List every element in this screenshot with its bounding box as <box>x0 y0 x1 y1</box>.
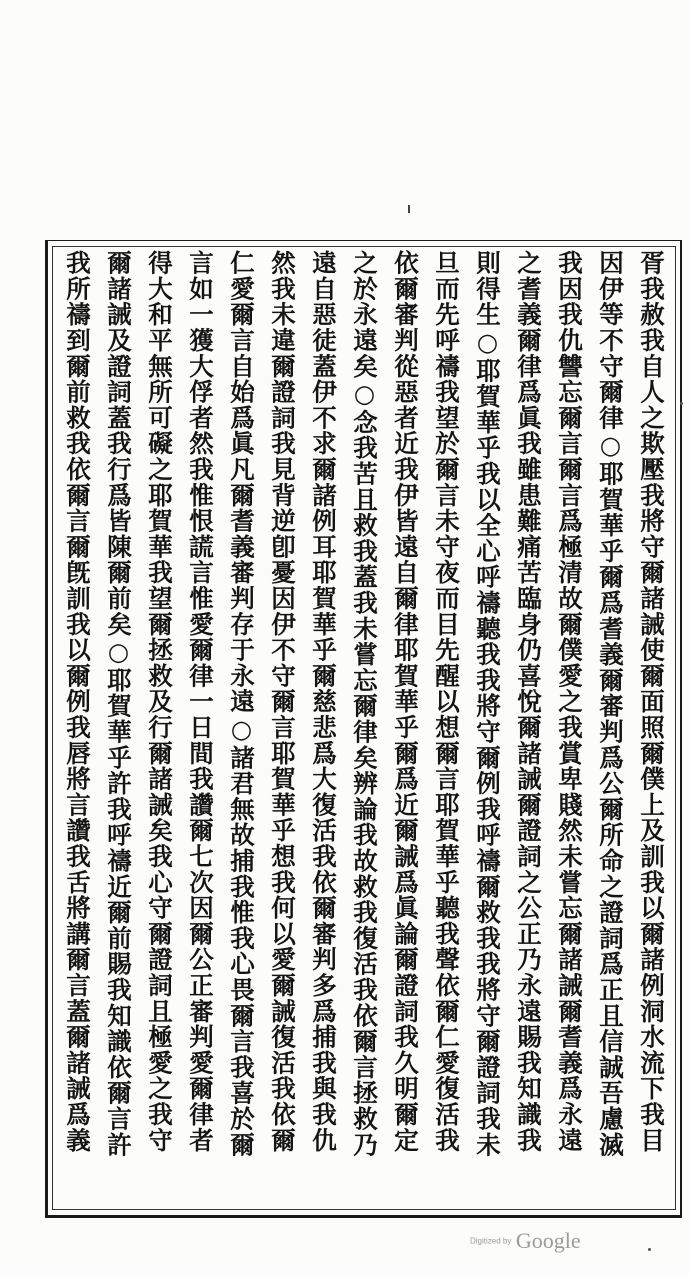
text-column: 然我未違爾證詞我見背逆卽憂因伊不守爾言耶賀華乎想我何以愛爾誡復活我依爾 <box>268 250 297 1153</box>
text-column: 得大和平無所可礙之耶賀華我望爾拯救及行爾諸誡矣我心守爾證詞且極愛之我守 <box>145 250 174 1153</box>
text-column: 胥我赦我自人之欺壓我將守爾諸誡使爾面照爾僕上及訓我以爾諸例洞水流下我目 <box>637 250 666 1153</box>
text-column: 旦而先呼禱我望於爾言未守夜而目先醒以想爾言耶賀華乎聽我聲依爾仁愛復活我 <box>432 250 461 1153</box>
text-column: 之耆義爾律爲眞我雖患難痛苦臨身仍喜悅爾諸誡爾證詞之公正乃永遠賜我知識我 <box>514 250 543 1153</box>
text-column: 則得生○耶賀華乎我以全心呼禱聽我我將守爾例我呼禱爾救我我將守爾證詞我未 <box>473 250 502 1158</box>
text-column: 爾諸誡及證詞蓋我行爲皆陳爾前矣○耶賀華乎許我呼禱近爾前賜我知識依爾言許 <box>104 250 133 1158</box>
google-watermark <box>470 1228 581 1254</box>
text-column: 遠自惡徒蓋伊不求爾諸例耳耶賀華乎爾慈悲爲大復活我依爾審判多爲捕我與我仇 <box>309 250 338 1153</box>
google-logo: Google <box>515 1228 581 1253</box>
text-column: 言如一獲大俘者然我惟恨謊言惟愛爾律一日間我讚爾七次因爾公正審判愛爾律者 <box>186 250 215 1153</box>
margin-mark <box>408 205 410 213</box>
text-column: 我因我仇讐忘爾言爾言爲極清故爾僕愛之我賞卑賤然未嘗忘爾諸誡爾耆義爲永遠 <box>555 250 584 1153</box>
page-speck <box>648 1248 651 1251</box>
text-column: 仁愛爾言自始爲眞凡爾耆義審判存于永遠○諸君無故捕我惟我心畏爾言我喜於爾 <box>227 250 256 1158</box>
text-column: 我所禱到爾前救我依爾言爾旣訓我以爾例我唇將言讚我舌將講爾言蓋爾諸誡爲義 <box>63 250 92 1153</box>
page-speck <box>680 402 683 405</box>
text-column: 依爾審判從惡者近我伊皆遠自爾律耶賀華乎爾爲近爾誡爲眞論爾證詞我久明爾定 <box>391 250 420 1153</box>
watermark-prefix: Digitized by <box>470 1236 512 1246</box>
text-columns <box>58 250 670 1205</box>
text-column: 之於永遠矣○念我苦且救我蓋我未嘗忘爾律矣辨論我故救我復活我依爾言拯救乃 <box>350 250 379 1158</box>
text-column: 因伊等不守爾律○耶賀華乎爾爲耆義爾審判爲公爾所命之證詞爲正且信誠吾慮滅 <box>596 250 625 1158</box>
